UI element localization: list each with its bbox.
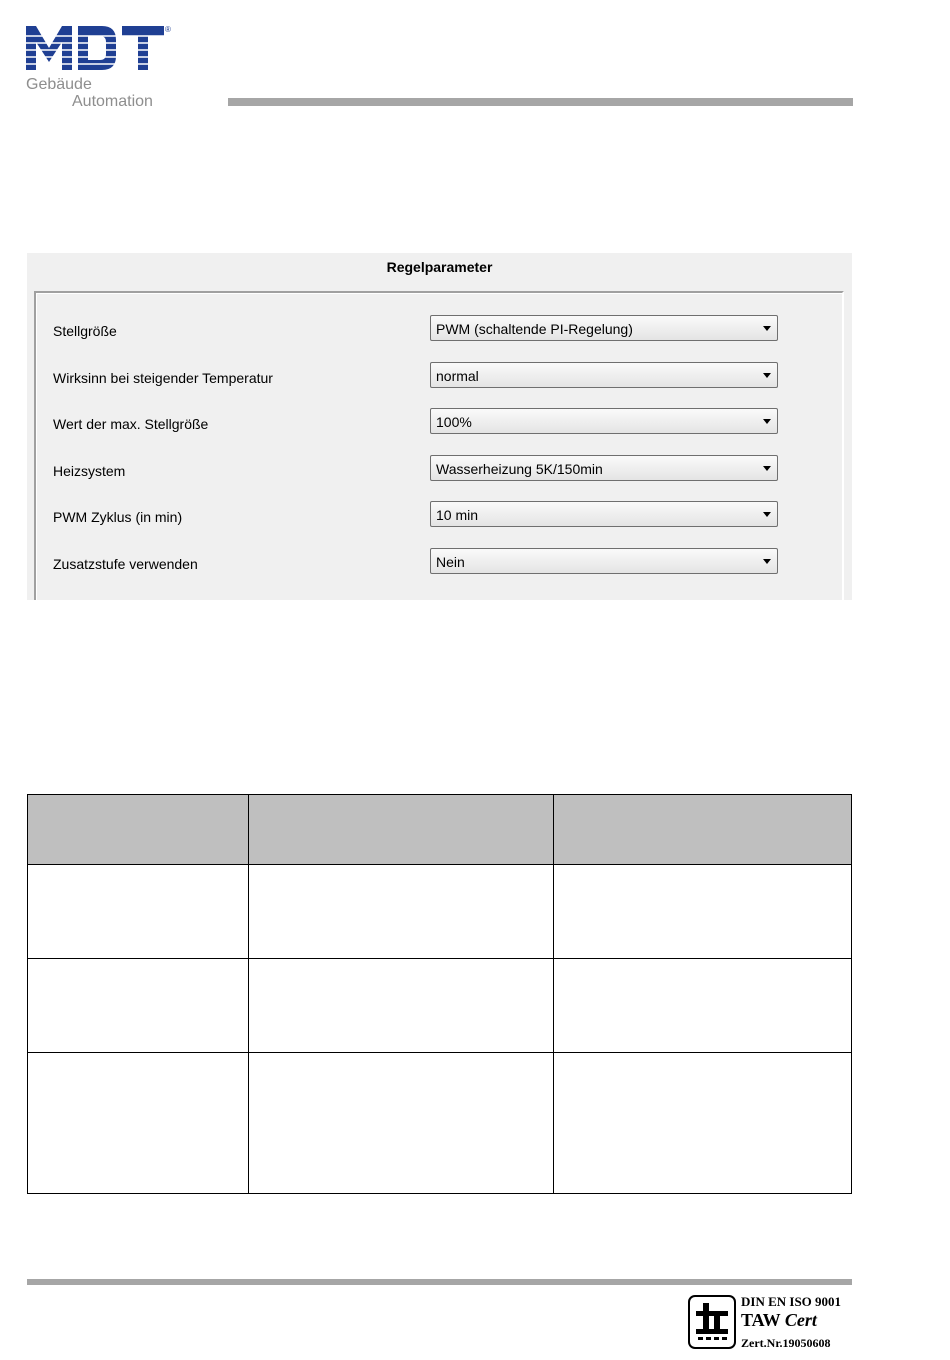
table-cell [28,1053,249,1194]
param-label: Zusatzstufe verwenden [53,556,198,572]
cert-standard: DIN EN ISO 9001 [741,1294,842,1309]
dropdown-value: 10 min [436,507,479,523]
mdt-logo [26,24,176,114]
zusatzstufe-dropdown[interactable] [430,548,778,574]
param-label: Wert der max. Stellgröße [53,416,209,432]
header-divider [228,98,853,106]
registered-mark: ® [165,25,171,34]
dialog-group-frame [34,291,844,600]
dropdown-value: Nein [436,554,465,570]
table-cell [249,1053,554,1194]
table-cell [554,959,852,1053]
table-row [28,865,852,959]
cert-number: Zert.Nr.19050608 [741,1336,831,1350]
param-label: Stellgröße [53,323,117,339]
param-row-stellgroesse [36,315,842,349]
param-row-pwm-zyklus [36,501,842,535]
table-cell [249,959,554,1053]
ta-cert-badge-icon [688,1295,736,1349]
param-label: Heizsystem [53,463,126,479]
table-header-cell [28,795,249,865]
chevron-down-icon[interactable] [763,326,771,331]
chevron-down-icon[interactable] [763,373,771,378]
heizsystem-dropdown[interactable] [430,455,778,481]
mdt-logo-mark [26,24,166,72]
param-label: PWM Zyklus (in min) [53,509,183,525]
wirksinn-dropdown[interactable] [430,362,778,388]
pwm-zyklus-dropdown[interactable] [430,501,778,527]
stellgroesse-dropdown[interactable] [430,315,778,341]
cert-issuer: TAW Cert [741,1310,817,1330]
table-cell [28,959,249,1053]
param-row-max-stellgroesse [36,408,842,442]
chevron-down-icon[interactable] [763,512,771,517]
param-row-heizsystem [36,455,842,489]
iso-certification [688,1294,858,1354]
table-cell [554,1053,852,1194]
max-stellgroesse-dropdown[interactable] [430,408,778,434]
table-row [28,959,852,1053]
dropdown-value: Wasserheizung 5K/150min [436,461,603,477]
footer-divider [27,1279,852,1285]
param-row-zusatzstufe [36,548,842,582]
param-row-wirksinn [36,362,842,396]
logo-subtitle-line2: Automation [72,93,153,110]
dropdown-value: normal [436,368,479,384]
chevron-down-icon[interactable] [763,466,771,471]
logo-subtitle-line1: Gebäude [26,76,92,93]
table-cell [554,865,852,959]
dropdown-value: 100% [436,414,472,430]
table-header-cell [554,795,852,865]
table-cell [28,865,249,959]
chevron-down-icon[interactable] [763,559,771,564]
chevron-down-icon[interactable] [763,419,771,424]
table-cell [249,865,554,959]
svg-text:MDT: MDT [26,24,29,25]
table-header-cell [249,795,554,865]
table-header-row [28,795,852,865]
param-label: Wirksinn bei steigender Temperatur [53,370,273,386]
parameter-table [27,794,852,1194]
regelparameter-dialog [27,253,852,600]
dropdown-value: PWM (schaltende PI-Regelung) [436,321,633,337]
dialog-title: Regelparameter [386,259,493,275]
table-row [28,1053,852,1194]
